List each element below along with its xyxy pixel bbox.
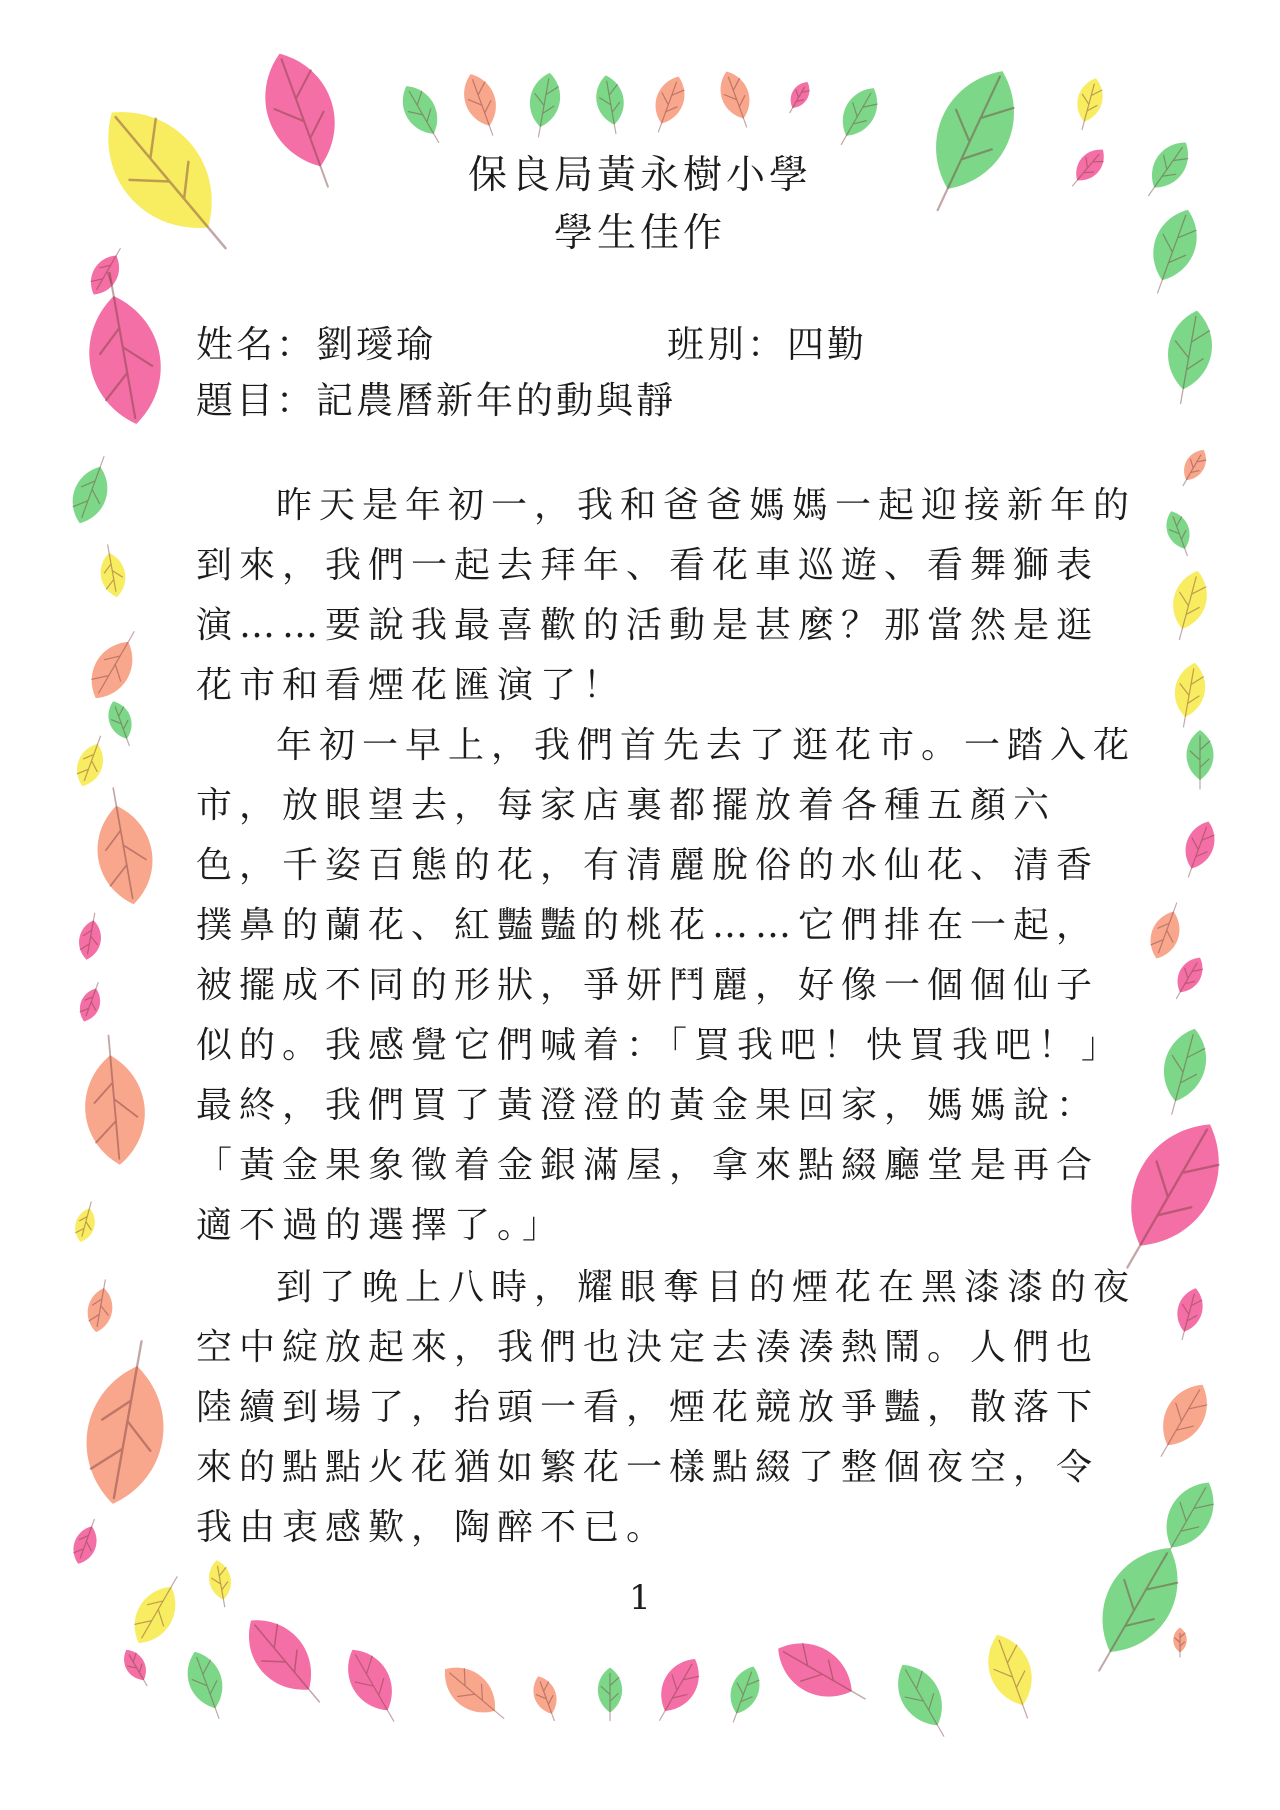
leaf-icon: [79, 1033, 149, 1167]
essay-topic: 記農曆新年的動與靜: [316, 379, 676, 422]
leaf-icon: [1187, 730, 1214, 789]
student-name: 劉璦瑜: [316, 323, 436, 366]
student-name-line: [196, 314, 436, 368]
leaf-icon: [75, 979, 107, 1024]
leaf-icon: [646, 72, 692, 137]
leaf-icon: [767, 1629, 877, 1719]
leaf-icon: [232, 1605, 337, 1718]
class-label: 班別：: [667, 323, 787, 366]
leaf-icon: [646, 1651, 709, 1729]
leaf-icon: [65, 451, 120, 529]
leaf-icon: [1070, 75, 1107, 133]
leaf-icon: [1173, 1628, 1187, 1658]
leaf-icon: [714, 67, 760, 132]
essay-block-2: [196, 1258, 1136, 1558]
leaf-icon: [906, 56, 1034, 225]
leaf-icon: [1152, 1024, 1214, 1120]
leaf-icon: [1169, 660, 1210, 729]
leaf-icon: [84, 1278, 117, 1335]
leaf-icon: [886, 1655, 960, 1745]
leaf-icon: [978, 1628, 1046, 1725]
school-name: 保良局黃永樹小學: [467, 153, 812, 198]
leaf-icon: [180, 1646, 235, 1724]
leaf-icon: [336, 1640, 410, 1730]
leaf-icon: [76, 1335, 179, 1511]
leaf-icon: [1175, 445, 1212, 490]
leaf-icon: [1145, 1375, 1219, 1465]
topic-line: [196, 370, 676, 424]
leaf-icon: [1170, 1285, 1207, 1343]
topic-label: 題目：: [196, 379, 316, 422]
leaf-icon: [1161, 508, 1197, 560]
leaf-icon: [783, 78, 815, 117]
leaf-icon: [524, 70, 565, 139]
leaf-icon: [81, 623, 150, 707]
leaf-icon: [457, 69, 507, 140]
essay-paragraph: 到了晚上八時，耀眼奪目的煙花在黑漆漆的夜空中綻放起來，我們也決定去湊湊熱鬧。人們也陸續到場了，抬頭一看，煙花競放爭豔，散落下來的點點火花猶如繁花一樣點綴了整個夜空，令我由衷感歎，陶醉不已。: [196, 1267, 1137, 1548]
page-number: 1: [629, 1578, 651, 1618]
class-name: 四勤: [787, 323, 867, 366]
leaf-icon: [71, 1200, 100, 1245]
class-line: [667, 314, 867, 368]
essay-paragraph: 昨天是年初一，我和爸爸媽媽一起迎接新年的到來，我們一起去拜年、看花車巡遊、看舞獅表演……要說我最喜歡的活動是甚麼？那當然是逛花市和看煙花匯演了！: [196, 485, 1137, 706]
leaf-icon: [68, 1516, 104, 1568]
leaf-icon: [118, 1645, 155, 1690]
leaf-icon: [1144, 898, 1190, 963]
essay-paragraph: 年初一早上，我們首先去了逛花市。一踏入花市，放眼望去，每家店裏都擺放着各種五顏六色，千姿百態的花，有清麗脫俗的水仙花、清香撲鼻的蘭花、紅豔豔的桃花……它們排在一起，被擺成不同的形狀，爭妍鬥麗，好像一個個仙子似的。我感覺它們喊着：「買我吧！快買我吧！」最終，我們買了黃澄澄的黃金果回家，媽媽說：「黃金果象徵着金銀滿屋，拿來點綴廳堂是再合適不過的選擇了。」: [196, 725, 1137, 1246]
essay-block-1: [196, 476, 1136, 1256]
document-subtitle: 學生佳作: [553, 211, 726, 256]
leaf-icon: [1167, 952, 1209, 1004]
leaf-icon: [828, 81, 886, 152]
leaf-icon: [393, 79, 451, 150]
leaf-icon: [434, 1656, 515, 1732]
leaf-icon: [71, 732, 112, 790]
leaf-icon: [103, 698, 139, 750]
leaf-icon: [87, 783, 161, 909]
leaf-icon: [76, 911, 105, 961]
name-label: 姓名：: [196, 323, 316, 366]
leaf-icon: [598, 1668, 622, 1721]
leaf-icon: [75, 267, 171, 430]
leaf-icon: [1164, 567, 1214, 644]
leaf-icon: [528, 1673, 564, 1725]
leaf-icon: [721, 1662, 767, 1727]
leaf-icon: [592, 73, 629, 136]
leaf-icon: [1159, 307, 1218, 407]
leaf-icon: [1176, 817, 1222, 882]
leaf-icon: [96, 543, 129, 600]
